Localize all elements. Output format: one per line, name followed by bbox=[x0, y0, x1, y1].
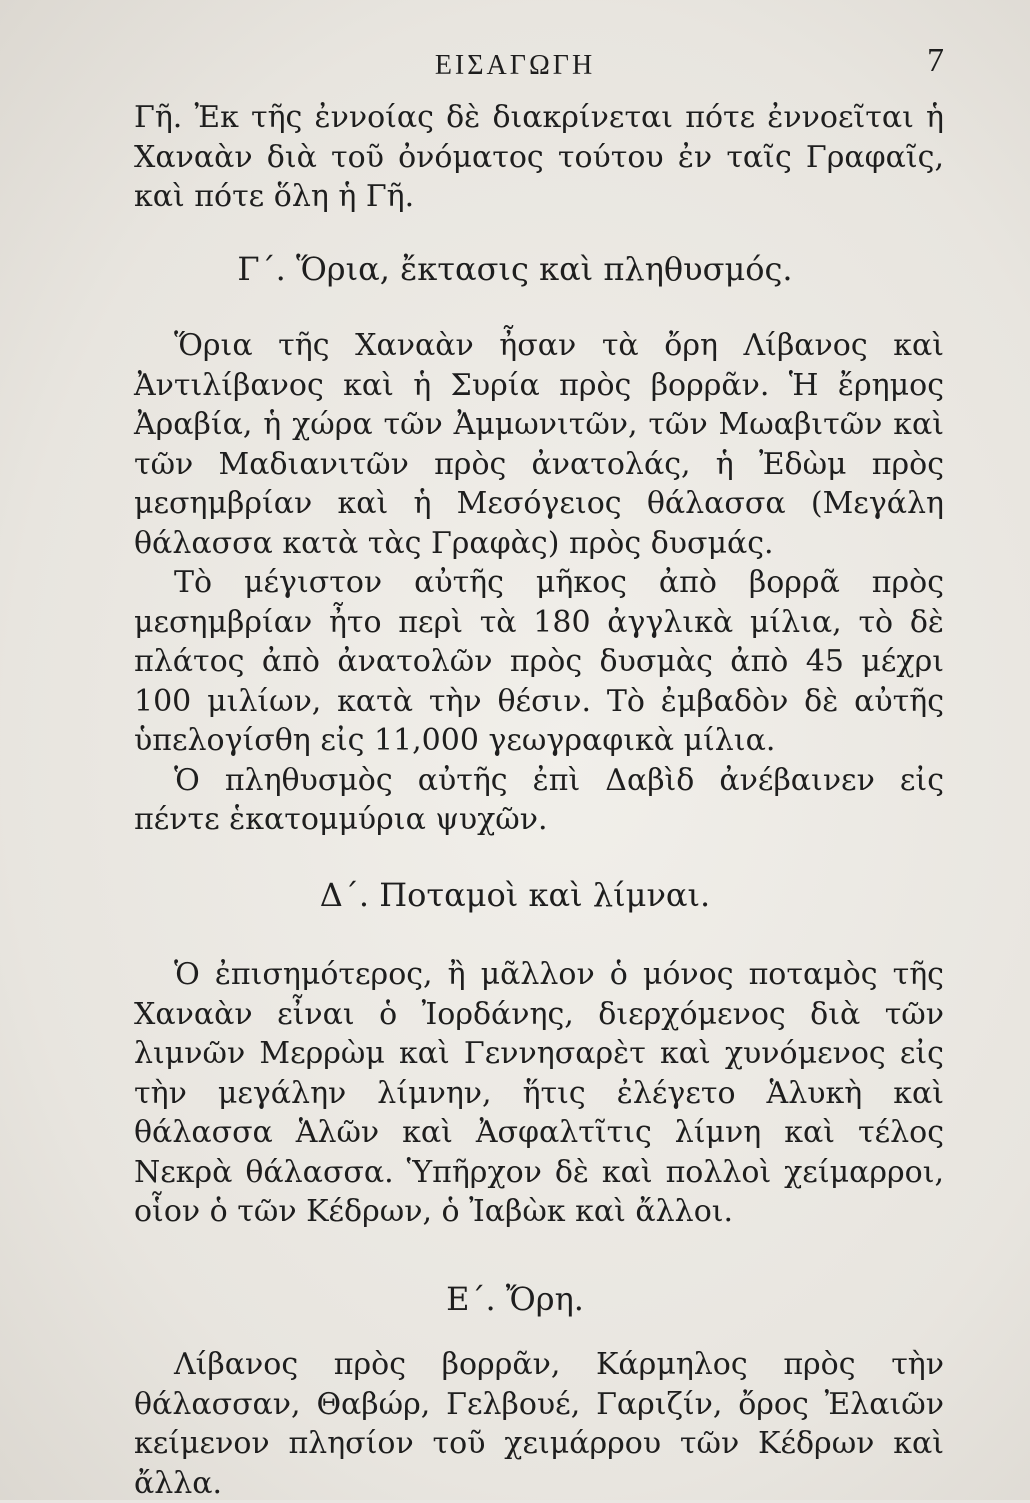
section-c-paragraph-3: Ὁ πληθυσμὸς αὐτῆς ἐπὶ Δαβὶδ ἀνέβαινεν εἰς πέντε ἑκατομμύρια ψυχῶν. bbox=[134, 762, 944, 837]
section-e-paragraph-1: Λίβανος πρὸς βορρᾶν, Κάρμηλος πρὸς τὴν θάλασσαν, Θαβώρ, Γελβουέ, Γαριζίν, ὄρος Ἐλαιῶν κείμενον πλησίον τοῦ χειμάρρου τῶν Κέδρων καὶ ἄλλα. bbox=[134, 1347, 944, 1501]
section-d-body bbox=[134, 955, 944, 1232]
section-c-heading: Γ΄. Ὅρια, ἔκτασις καὶ πληθυσμός. bbox=[237, 250, 793, 288]
page-number: 7 bbox=[927, 42, 944, 79]
page-header bbox=[0, 42, 1030, 100]
section-c-body bbox=[134, 326, 944, 840]
continuation-paragraph: Γῆ. Ἐκ τῆς ἐννοίας δὲ διακρίνεται πότε ἐννοεῖται ἡ Χαναὰν διὰ τοῦ ὀνόματος τούτου ἐν ταῖς Γραφαῖς, καὶ πότε ὅλη ἡ Γῆ. bbox=[134, 100, 944, 214]
section-e-body bbox=[134, 1345, 944, 1503]
section-d-paragraph-1: Ὁ ἐπισημότερος, ἢ μᾶλλον ὁ μόνος ποταμὸς τῆς Χαναὰν εἶναι ὁ Ἰορδάνης, διερχόμενος διὰ τῶν λιμνῶν Μερρὼμ καὶ Γεννησαρὲτ καὶ χυνόμενος εἰς τὴν μεγάλην λίμνην, ἥτις ἐλέγετο Ἁλυκὴ καὶ θάλασσα Ἁλῶν καὶ Ἀσφαλτῖτις λίμνη καὶ τέλος Νεκρὰ θάλασσα. Ὑπῆρχον δὲ καὶ πολλοὶ χείμαρροι, οἷον ὁ τῶν Κέδρων, ὁ Ἰαβὼκ καὶ ἄλλοι. bbox=[134, 957, 944, 1229]
running-head: ΕΙΣΑΓΩΓΗ bbox=[434, 50, 596, 81]
section-d-heading: Δ΄. Ποταμοὶ καὶ λίμναι. bbox=[319, 876, 711, 914]
section-c-paragraph-2: Τὸ μέγιστον αὐτῆς μῆκος ἀπὸ βορρᾶ πρὸς μεσημβρίαν ἦτο περὶ τὰ 180 ἀγγλικὰ μίλια, τὸ δὲ πλάτος ἀπὸ ἀνατολῶν πρὸς δυσμὰς ἀπὸ 45 μέχρι 100 μιλίων, κατὰ τὴν θέσιν. Τὸ ἐμβαδὸν δὲ αὐτῆς ὑπελογίσθη εἰς 11,000 γεωγραφικὰ μίλια. bbox=[134, 565, 944, 758]
section-e-heading: Ε΄. Ὄρη. bbox=[446, 1280, 584, 1318]
continuation-block bbox=[134, 98, 944, 217]
section-c-paragraph-1: Ὅρια τῆς Χαναὰν ἦσαν τὰ ὄρη Λίβανος καὶ Ἀντιλίβανος καὶ ἡ Συρία πρὸς βορρᾶν. Ἡ ἔρημος Ἀραβία, ἡ χώρα τῶν Ἀμμωνιτῶν, τῶν Μωαβιτῶν καὶ τῶν Μαδιανιτῶν πρὸς ἀνατολάς, ἡ Ἐδὼμ πρὸς μεσημβρίαν καὶ ἡ Μεσόγειος θάλασσα (Μεγάλη θάλασσα κατὰ τὰς Γραφὰς) πρὸς δυσμάς. bbox=[134, 328, 944, 561]
